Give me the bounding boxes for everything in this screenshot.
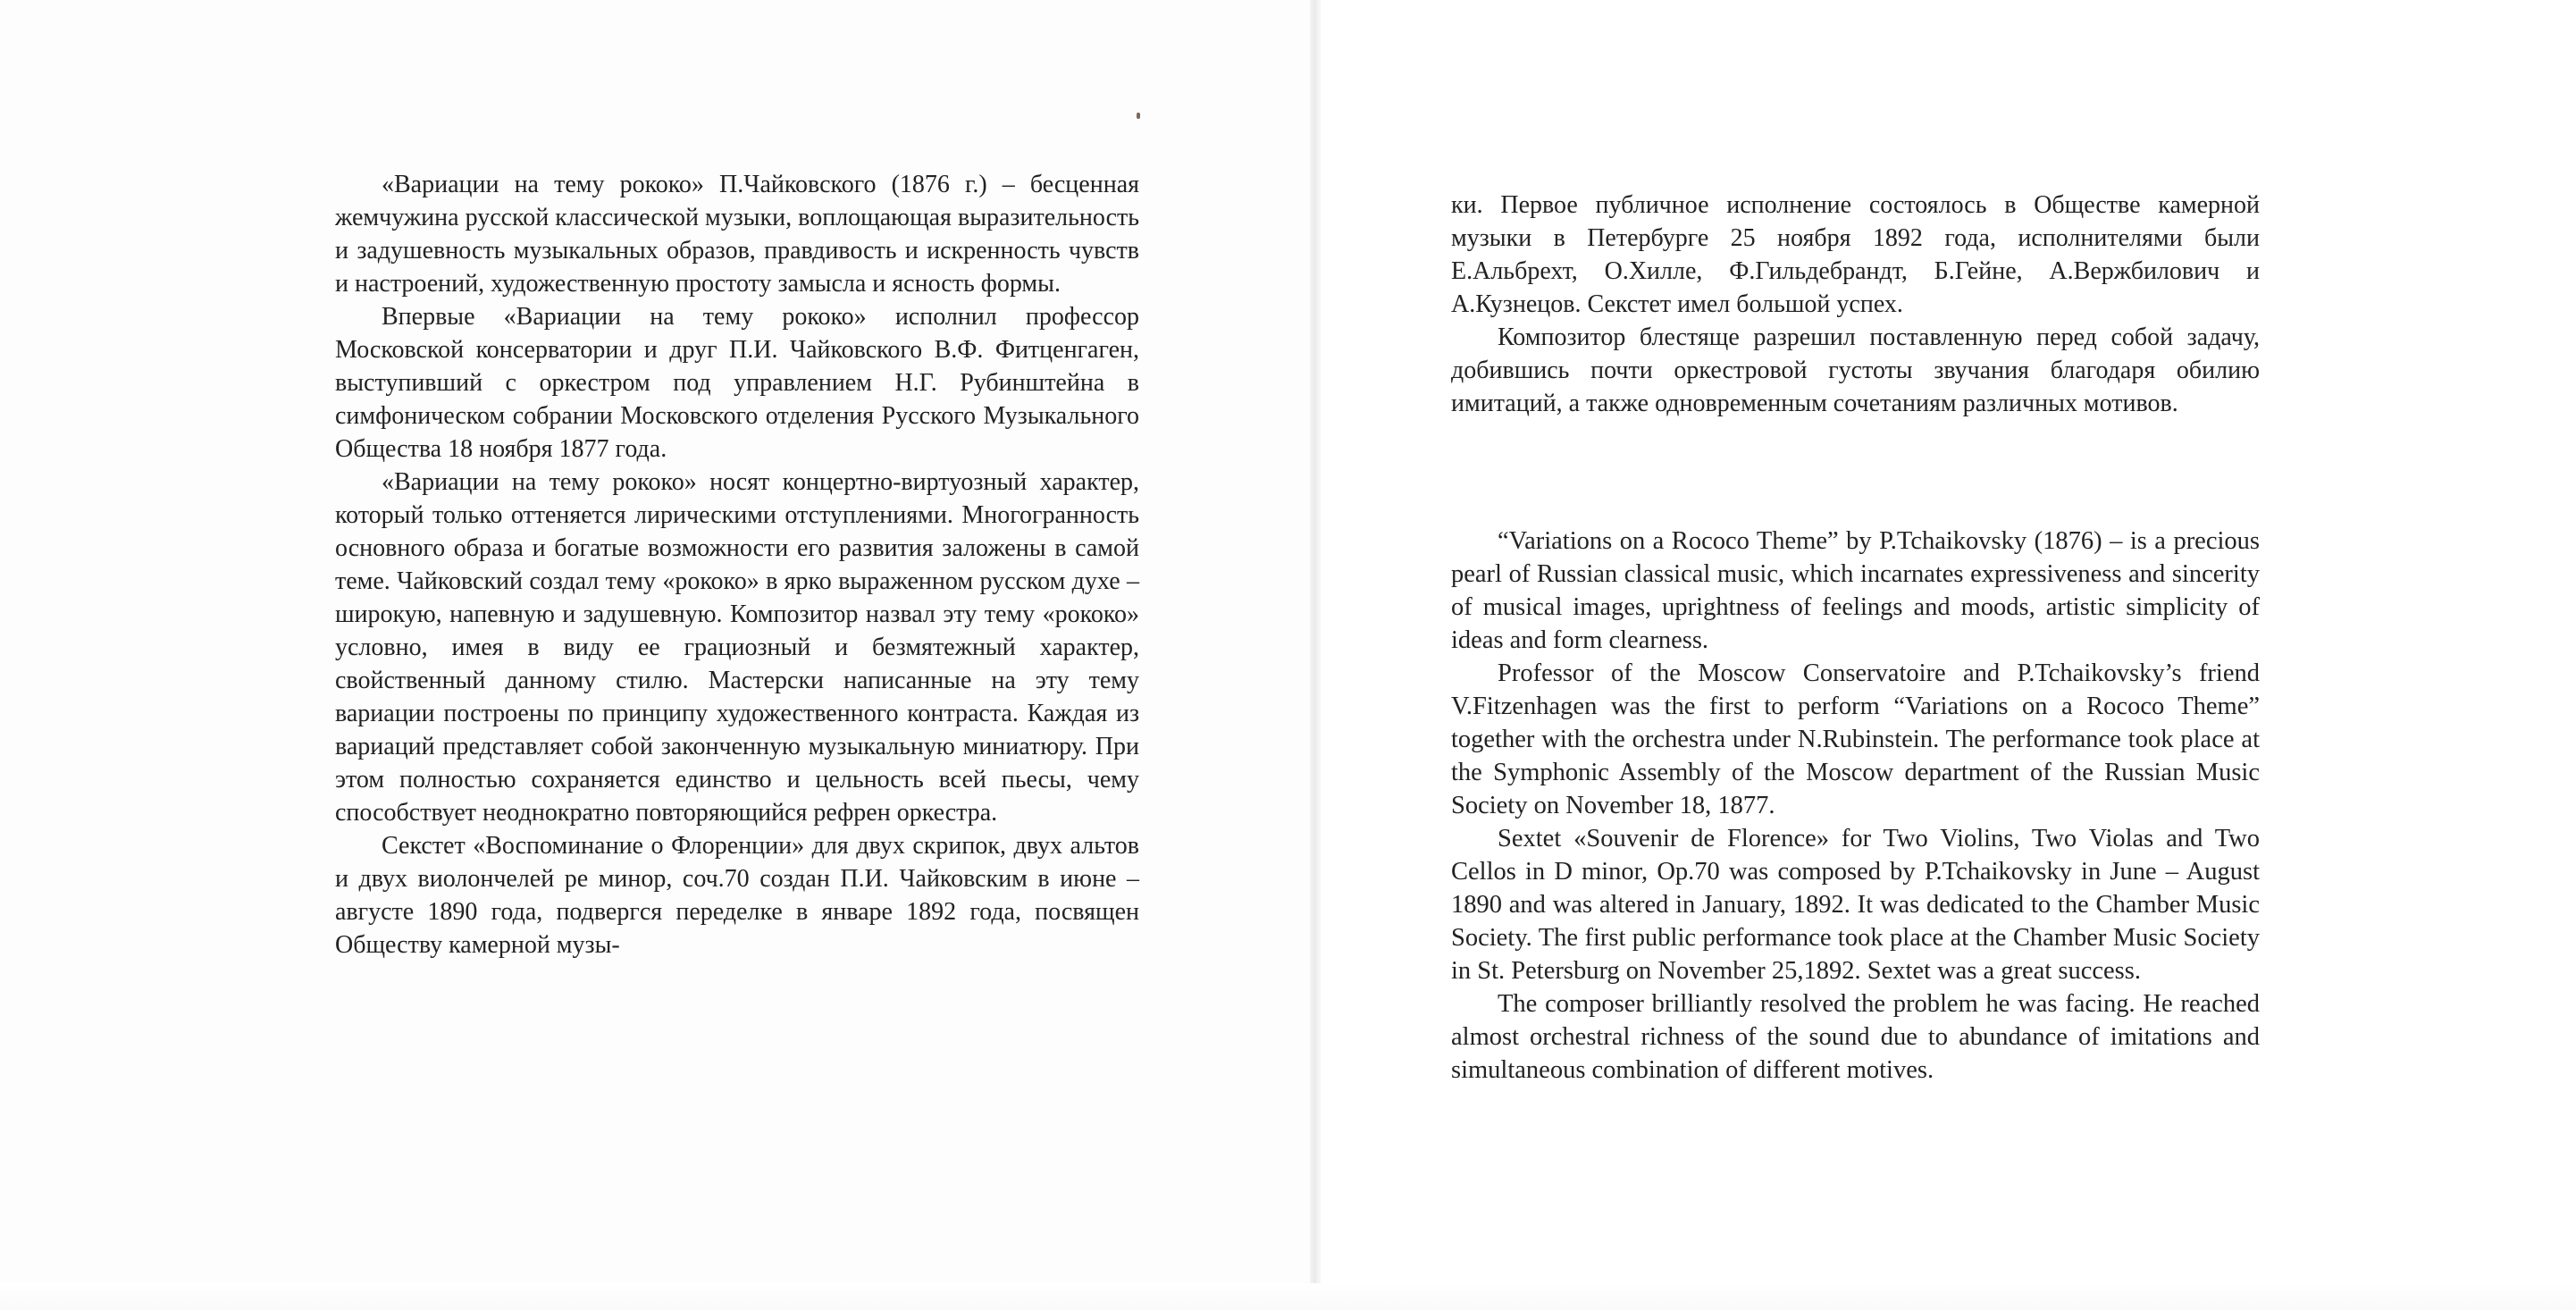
page-bottom-edge xyxy=(0,1283,2576,1310)
paragraph-ru-composer-task: Композитор блестяще разрешил поставленную перед собой задачу, добившись почти оркестровой густоты звучания благодаря обилию имитаций, а также одновременным сочетаниям различных мотивов. xyxy=(1451,323,2260,417)
paragraph-en-first-performance: Professor of the Moscow Conservatoire and P.Tchaikovsky’s friend V.Fitzenhagen was the first to perform “Variations on a Rococo Theme” together with the orchestra under N.Rubinstein. The performance took place at the Symphonic Assembly of the Moscow department of the Russian Music Society on November 18, 1877. xyxy=(1451,659,2260,819)
paragraph-en-rococo-intro: “Variations on a Rococo Theme” by P.Tchaikovsky (1876) – is a precious pearl of Russian classical music, which incarnates expressiveness and sincerity of musical images, uprightness of feelings and moods, artistic simplicity of ideas and form clearness. xyxy=(1451,527,2260,654)
dust-speck xyxy=(1137,113,1140,119)
paragraph-ru-rococo-intro: «Вариации на тему рококо» П.Чайковского (1876 г.) – бесценная жемчужина русской классической музыки, воплощающая выразительность и задушевность музыкальных образов, правдивость и искренность чувств и настроений, художественную простоту замысла и ясность формы. xyxy=(335,171,1139,298)
left-page-text xyxy=(335,168,1139,962)
paragraph-ru-sextet-start: Секстет «Воспоминание о Флоренции» для двух скрипок, двух альтов и двух виолончелей ре минор, соч.70 создан П.И. Чайковским в июне – августе 1890 года, подвергся переделке в январе 1892 года, посвящен Обществу камерной музы- xyxy=(335,832,1139,959)
paragraph-ru-sextet-continued: ки. Первое публичное исполнение состоялось в Обществе камерной музыки в Петербурге 25 ноября 1892 года, исполнителями были Е.Альбрехт, О.Хилле, Ф.Гильдебрандт, Б.Гейне, А.Вержбилович и А.Кузнецов. Секстет имел большой успех. xyxy=(1451,191,2260,318)
paragraph-ru-first-performance: Впервые «Вариации на тему рококо» исполнил профессор Московской консерватории и друг П.И. Чайковского В.Ф. Фитценгаген, выступивший с оркестром под управлением Н.Г. Рубинштейна в симфоническом собрании Московского отделения Русского Музыкального Общества 18 ноября 1877 года. xyxy=(335,303,1139,463)
paragraph-ru-character: «Вариации на тему рококо» носят концертно-виртуозный характер, который только оттеняется лирическими отступлениями. Многогранность основного образа и богатые возможности его развития заложены в самой теме. Чайковский создал тему «рококо» в ярко выраженном русском духе – широкую, напевную и задушевную. Композитор назвал эту тему «рококо» условно, имея в виду ее грациозный и безмятежный характер, свойственный данному стилю. Мастерски написанные на эту тему вариации построены по принципу художественного контраста. Каждая из вариаций представляет собой законченную музыкальную миниатюру. При этом полностью сохраняется единство и цельность всей пьесы, чему способствует неоднократно повторяющийся рефрен оркестра. xyxy=(335,468,1139,827)
right-page-english-text xyxy=(1451,525,2260,1087)
paragraph-en-sextet: Sextet «Souvenir de Florence» for Two Violins, Two Violas and Two Cellos in D minor, Op.70 was composed by P.Tchaikovsky in June – August 1890 and was altered in January, 1892. It was dedicated to the Chamber Music Society. The first public performance took place at the Chamber Music Society in St. Petersburg on November 25,1892. Sextet was a great success. xyxy=(1451,825,2260,985)
right-page-russian-text xyxy=(1451,189,2260,420)
paragraph-en-composer-task: The composer brilliantly resolved the problem he was facing. He reached almost orchestral richness of the sound due to abundance of imitations and simultaneous combination of different motives. xyxy=(1451,990,2260,1084)
